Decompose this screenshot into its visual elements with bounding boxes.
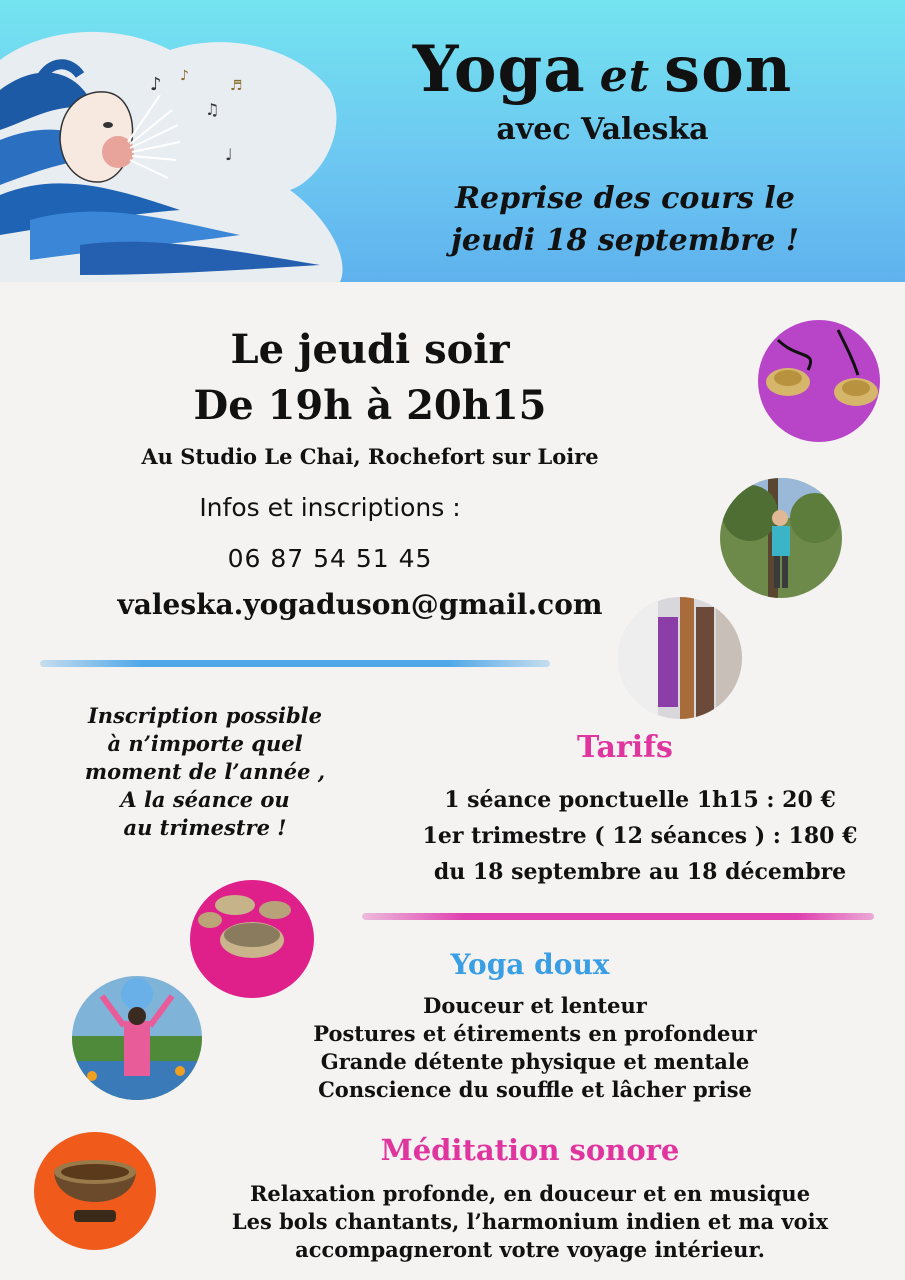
- title-son: son: [664, 32, 793, 107]
- meditation-line: Relaxation profonde, en douceur et en musique: [249, 1181, 811, 1206]
- bowl-photo: [34, 1132, 156, 1250]
- reprise-line-2: jeudi 18 septembre !: [451, 223, 799, 258]
- inscription-line: moment de l’année ,: [84, 759, 326, 784]
- poster-subtitle: avec Valeska: [496, 112, 709, 147]
- email-address: valeska.yogaduson@gmail.com: [117, 588, 603, 621]
- svg-text:♪: ♪: [180, 68, 189, 84]
- tarif-line: 1er trimestre ( 12 séances ) : 180 €: [422, 823, 858, 849]
- schedule-heading: [60, 322, 680, 434]
- tarif-line: 1 séance ponctuelle 1h15 : 20 €: [444, 787, 836, 813]
- pink-brush-divider: [362, 913, 874, 920]
- venue-text: Au Studio Le Chai, Rochefort sur Loire: [141, 444, 599, 469]
- cymbals-photo: [758, 320, 880, 442]
- infos-label: Infos et inscriptions :: [199, 493, 461, 522]
- svg-text:♪: ♪: [150, 74, 162, 95]
- title-yoga: Yoga: [412, 32, 586, 107]
- svg-text:♬: ♬: [230, 78, 243, 94]
- painting-photo: [72, 976, 202, 1100]
- yoga-doux-line: Grande détente physique et mentale: [320, 1049, 750, 1074]
- reprise-announcement: [400, 178, 850, 262]
- tarif-line: du 18 septembre au 18 décembre: [433, 859, 847, 885]
- tree-pose-photo: [720, 478, 842, 598]
- inscription-line: A la séance ou: [120, 787, 290, 812]
- meditation-list: [180, 1180, 880, 1264]
- inscription-line: Inscription possible: [87, 703, 323, 728]
- inscription-line: à n’importe quel: [107, 731, 303, 756]
- phone-number: 06 87 54 51 45: [227, 544, 433, 573]
- svg-text:♫: ♫: [205, 100, 220, 119]
- tarifs-list: [380, 782, 900, 890]
- singing-bowls-photo: [190, 880, 314, 998]
- singer-illustration: [0, 20, 360, 282]
- yoga-doux-line: Douceur et lenteur: [423, 993, 647, 1018]
- schedule-day: Le jeudi soir: [230, 326, 510, 373]
- schedule-time: De 19h à 20h15: [193, 382, 547, 429]
- inscription-note: [40, 702, 370, 842]
- poster-title: [370, 34, 835, 113]
- studio-photo: [618, 597, 742, 719]
- yoga-doux-heading: Yoga doux: [450, 948, 610, 981]
- meditation-line: accompagneront votre voyage intérieur.: [295, 1237, 765, 1262]
- meditation-heading: Méditation sonore: [380, 1133, 680, 1167]
- tarifs-heading: Tarifs: [577, 730, 673, 765]
- blue-brush-divider: [40, 660, 550, 667]
- yoga-doux-line: Conscience du souffle et lâcher prise: [318, 1077, 752, 1102]
- reprise-line-1: Reprise des cours le: [455, 181, 795, 216]
- title-et: et: [599, 51, 651, 102]
- yoga-doux-line: Postures et étirements en profondeur: [313, 1021, 757, 1046]
- inscription-line: au trimestre !: [123, 815, 287, 840]
- meditation-line: Les bols chantants, l’harmonium indien et ma voix: [231, 1209, 829, 1234]
- svg-text:♩: ♩: [225, 145, 233, 164]
- yoga-doux-list: [270, 992, 800, 1104]
